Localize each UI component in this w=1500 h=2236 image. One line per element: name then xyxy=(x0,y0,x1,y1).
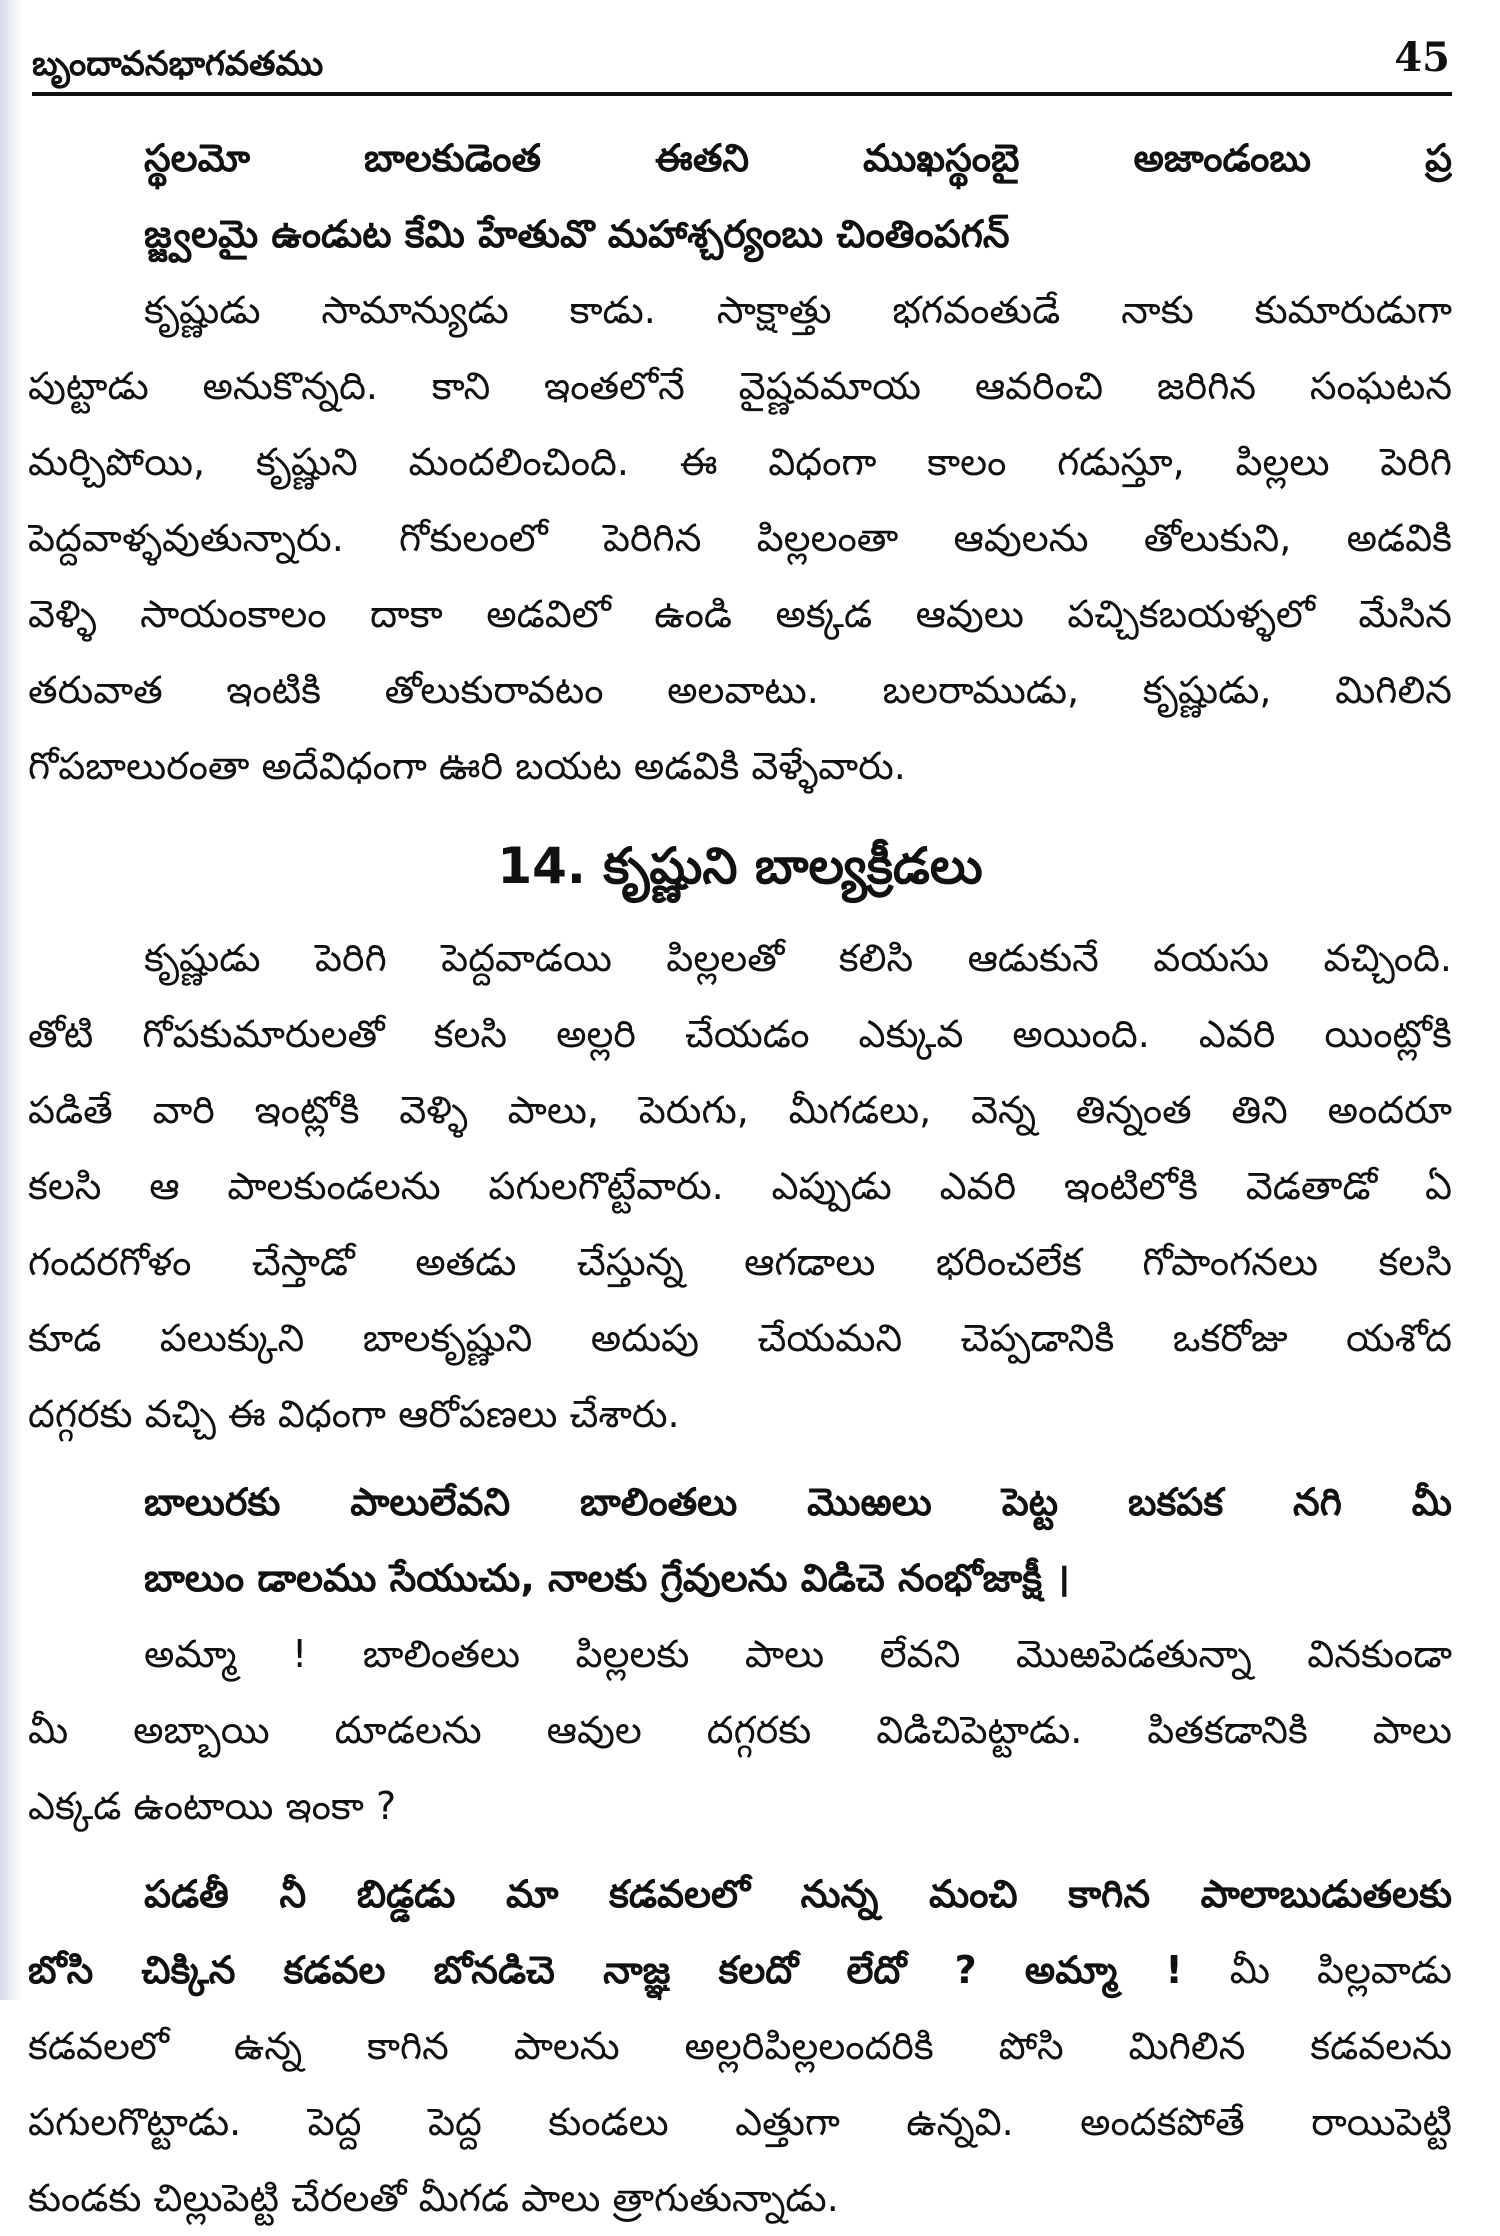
verse-line: బాలుం డాలము సేయుచు, నాలకు గ్రేవులను విడిచె నంభోజాక్షీ । xyxy=(144,1556,1070,1600)
verse-line: స్థలమో బాలకుడెంత ఈతని ముఖస్థంబై అజాండంబు ప్ర xyxy=(144,136,1452,180)
verse-line: బాలురకు పాలులేవని బాలింతలు మొఱలు పెట్ట బకపక నగి మీ xyxy=(144,1480,1452,1524)
text-line: కుండకు చిల్లుపెట్టి చేరలతో మీగడ పాలు త్రాగుతున్నాడు. xyxy=(28,2176,839,2220)
spacer xyxy=(28,1844,1452,1856)
section-heading: 14. కృష్ణుని బాల్యక్రీడలు xyxy=(497,837,983,895)
header-rule xyxy=(32,92,1452,96)
verse-inline-text: బోసి చిక్కిన కడవల బోనడిచె నాజ్ఞ కలదో లేదో ? అమ్మా ! xyxy=(28,1948,1183,1992)
text-line: మర్చిపోయి, కృష్ణుని మందలించింది. ఈ విధంగా కాలం గడుస్తూ, పిల్లలు పెరిగి xyxy=(28,440,1452,484)
verse-line: జ్జ్వలమై ఉండుట కేమి హేతువొ మహాశ్చర్యంబు చింతింపగన్ xyxy=(144,212,1010,256)
verse-inline-line: పడతీ నీ బిడ్డడు మా కడవలలో నున్న మంచి కాగిన పాలాబుడుతలకు xyxy=(144,1872,1452,1916)
paragraph-3 xyxy=(28,1616,1452,1844)
page-header xyxy=(32,30,1452,100)
text-line: వెళ్ళి సాయంకాలం దాకా అడవిలో ఉండి అక్కడ ఆవులు పచ్చికబయళ్ళలో మేసిన xyxy=(28,592,1452,636)
verse-block-2 xyxy=(28,1464,1452,1616)
text-line: కడవలలో ఉన్న కాగిన పాలను అల్లరిపిల్లలందరికి పోసి మిగిలిన కడవలను xyxy=(28,2024,1452,2068)
text-line: ఎక్కడ ఉంటాయి ఇంకా ? xyxy=(28,1784,397,1828)
text-line: పెద్దవాళ్ళవుతున్నారు. గోకులంలో పెరిగిన పిల్లలంతా ఆవులను తోలుకుని, అడవికి xyxy=(28,516,1452,560)
text-line: పగులగొట్టాడు. పెద్ద పెద్ద కుండలు ఎత్తుగా ఉన్నవి. అందకపోతే రాయిపెట్టి xyxy=(28,2100,1452,2144)
paragraph-1 xyxy=(28,272,1452,804)
text-line: గోపబాలురంతా అదేవిధంగా ఊరి బయట అడవికి వెళ్ళేవారు. xyxy=(28,744,906,788)
text-line: గందరగోళం చేస్తాడో అతడు చేస్తున్న ఆగడాలు భరించలేక గోపాంగనలు కలసి xyxy=(28,1240,1452,1284)
text-line: తరువాత ఇంటికి తోలుకురావటం అలవాటు. బలరాముడు, కృష్ణుడు, మిగిలిన xyxy=(28,668,1452,712)
text-line: అమ్మా ! బాలింతలు పిల్లలకు పాలు లేవని మొఱపెడతున్నా వినకుండా xyxy=(144,1632,1452,1676)
mixed-line xyxy=(28,1932,1452,2008)
prose-inline-text: మీ పిల్లవాడు xyxy=(1182,1948,1452,1992)
paragraph-2 xyxy=(28,920,1452,1452)
page-binding-shadow xyxy=(0,0,22,2000)
text-line: కృష్ణుడు సామాన్యుడు కాడు. సాక్షాత్తు భగవంతుడే నాకు కుమారుడుగా xyxy=(144,288,1452,332)
text-line: తోటి గోపకుమారులతో కలసి అల్లరి చేయడం ఎక్కువ అయింది. ఎవరి యింట్లోకి xyxy=(28,1012,1452,1056)
text-line: పడితే వారి ఇంట్లోకి వెళ్ళి పాలు, పెరుగు, మీగడలు, వెన్న తిన్నంత తిని అందరూ xyxy=(28,1088,1452,1132)
paragraph-4 xyxy=(28,1856,1452,2236)
page-body xyxy=(28,120,1452,2236)
running-head: బృందావనభాగవతము xyxy=(32,44,324,84)
page-number: 45 xyxy=(1394,34,1450,81)
text-line: కృష్ణుడు పెరిగి పెద్దవాడయి పిల్లలతో కలిసి ఆడుకునే వయసు వచ్చింది. xyxy=(144,936,1452,980)
verse-block-1 xyxy=(28,120,1452,272)
spacer xyxy=(28,1452,1452,1464)
text-line: కూడ పలుక్కుని బాలకృష్ణుని అదుపు చేయమని చెప్పడానికి ఒకరోజు యశోద xyxy=(28,1316,1452,1360)
text-line: పుట్టాడు అనుకొన్నది. కాని ఇంతలోనే వైష్ణవమాయ ఆవరించి జరిగిన సంఘటన xyxy=(28,364,1452,408)
text-line: కలసి ఆ పాలకుండలను పగులగొట్టేవారు. ఎప్పుడు ఎవరి ఇంటిలోకి వెడతాడో ఏ xyxy=(28,1164,1452,1208)
text-line: దగ్గరకు వచ్చి ఈ విధంగా ఆరోపణలు చేశారు. xyxy=(28,1392,680,1436)
text-line: మీ అబ్బాయి దూడలను ఆవుల దగ్గరకు విడిచిపెట్టాడు. పితకడానికి పాలు xyxy=(28,1708,1452,1752)
